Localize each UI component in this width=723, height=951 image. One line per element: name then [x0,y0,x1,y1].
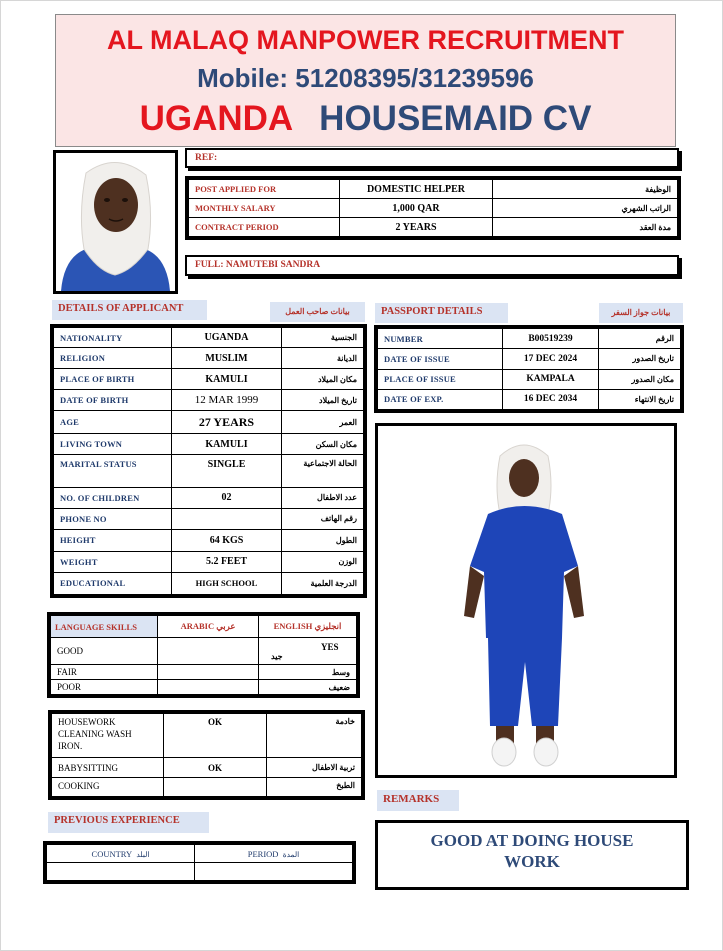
full-name: FULL: NAMUTEBI SANDRA [195,260,321,270]
table-row [54,529,364,551]
table-row [51,680,357,695]
skill-label-ar: تربية الاطفال [267,758,362,778]
field-value: KAMULI [172,434,282,455]
field-label: PLACE OF BIRTH [54,369,172,390]
job-label: POST APPLIED FOR [189,180,340,199]
job-label-ar: الراتب الشهري [493,199,678,218]
level-label: GOOD [51,638,158,665]
field-label-ar: الحالة الاجتماعية [282,455,364,487]
period-header-label: PERIOD [247,848,279,859]
field-label: DATE OF BIRTH [54,390,172,411]
table-row [54,348,364,369]
arabic-level [158,680,259,695]
table-row [54,551,364,572]
applicant-table [50,324,367,598]
level-label: POOR [51,680,158,695]
field-label-ar: تاريخ الصدور [599,349,681,369]
language-section-title: LANGUAGE SKILLS [51,616,158,638]
field-label: EDUCATIONAL [54,572,172,594]
skills-table [48,710,365,800]
field-value: KAMPALA [503,369,599,389]
field-value: 17 DEC 2024 [503,349,599,369]
job-row-salary [189,199,678,218]
field-label-ar: الجنسية [282,328,364,348]
portrait-figure-icon [56,153,175,291]
field-label-ar: العمر [282,411,364,434]
arabic-level [158,665,259,680]
skill-label: HOUSEWORK CLEANING WASH IRON. [52,714,164,758]
language-table [47,612,360,698]
field-value: HIGH SCHOOL [172,572,282,594]
field-label: DATE OF ISSUE [378,349,503,369]
job-table [185,176,681,240]
english-level: YES [321,641,339,652]
housemaid-cv-title: HOUSEMAID CV [319,99,592,138]
field-label-ar: الدرجة العلمية [282,572,364,594]
table-row [378,389,681,409]
table-row [54,572,364,594]
table-row [51,638,357,665]
field-label-ar: رقم الهاتف [282,508,364,529]
country-cell [47,863,195,881]
field-label-ar: الديانة [282,348,364,369]
job-label-ar: الوظيفة [493,180,678,199]
field-value: 64 KGS [172,529,282,551]
job-row-post [189,180,678,199]
arabic-level [158,638,259,665]
field-value: MUSLIM [172,348,282,369]
table-row [54,328,364,348]
ref-label: REF: [195,153,218,163]
arabic-column-header: ARABIC عربي [158,616,259,638]
field-label-ar: تاريخ الميلاد [282,390,364,411]
country-column-header [47,845,195,863]
job-label-ar: مدة العقد [493,218,678,237]
portrait-photo [53,150,178,294]
field-label: PLACE OF ISSUE [378,369,503,389]
field-value: SINGLE [172,455,282,487]
agency-name: AL MALAQ MANPOWER RECRUITMENT [107,25,624,55]
field-label: RELIGION [54,348,172,369]
full-body-figure-icon [378,426,674,775]
experience-table [43,841,356,884]
table-row [52,714,362,758]
field-label-ar: مكان الصدور [599,369,681,389]
cv-title [56,99,675,139]
full-body-photo [375,423,677,778]
field-label-ar: الطول [282,529,364,551]
field-value [172,508,282,529]
level-label-ar: جيد [271,651,283,661]
field-label: NUMBER [378,329,503,349]
table-row [54,487,364,508]
passport-table [374,325,684,413]
table-row [47,863,353,881]
table-row [54,508,364,529]
job-label: MONTHLY SALARY [189,199,340,218]
job-value: DOMESTIC HELPER [340,180,493,199]
table-row [378,349,681,369]
level-label: FAIR [51,665,158,680]
remarks-section-title: REMARKS [377,790,459,811]
field-label-ar: عدد الاطفال [282,487,364,508]
field-value: 12 MAR 1999 [172,390,282,411]
skill-label: COOKING [52,778,164,797]
job-row-contract [189,218,678,237]
table-row [54,455,364,487]
skill-value: OK [164,758,267,778]
period-cell [195,863,353,881]
level-label-ar: وسط [259,665,357,680]
field-label: LIVING TOWN [54,434,172,455]
skill-value [164,778,267,797]
country-header-label-ar: البلد [136,849,150,859]
field-label: MARITAL STATUS [54,455,172,487]
table-row [54,434,364,455]
field-label: AGE [54,411,172,434]
field-label-ar: الوزن [282,551,364,572]
skill-label-ar: خادمة [267,714,362,758]
field-label: NO. OF CHILDREN [54,487,172,508]
field-label-ar: مكان السكن [282,434,364,455]
period-column-header [195,845,353,863]
english-cell [259,638,357,665]
table-row [51,665,357,680]
field-label: DATE OF EXP. [378,389,503,409]
country-header-label: COUNTRY [91,848,133,859]
skill-label-ar: الطبخ [267,778,362,797]
applicant-section-title: DETAILS OF APPLICANT [52,300,207,320]
ref-bar [185,148,679,168]
field-value: 02 [172,487,282,508]
field-value: 16 DEC 2034 [503,389,599,409]
field-label-ar: تاريخ الانتهاء [599,389,681,409]
agency-mobile: Mobile: 51208395/31239596 [197,63,534,93]
cv-header [55,14,676,147]
field-label-ar: الرقم [599,329,681,349]
passport-section-title: PASSPORT DETAILS [375,303,508,323]
field-label: NATIONALITY [54,328,172,348]
country-title: UGANDA [139,99,294,138]
table-row [52,778,362,797]
field-value: B00519239 [503,329,599,349]
table-row [378,369,681,389]
field-value: 27 YEARS [172,411,282,434]
job-value: 2 YEARS [340,218,493,237]
field-label: HEIGHT [54,529,172,551]
field-value: UGANDA [172,328,282,348]
table-row [54,369,364,390]
table-row [54,390,364,411]
field-label: WEIGHT [54,551,172,572]
table-row [54,411,364,434]
skill-value: OK [164,714,267,758]
field-value: KAMULI [172,369,282,390]
full-name-bar [185,255,679,276]
period-header-label-ar: المدة [282,849,300,859]
field-label: PHONE NO [54,508,172,529]
applicant-section-title-ar: بيانات صاحب العمل [270,302,365,322]
field-label-ar: مكان الميلاد [282,369,364,390]
job-value: 1,000 QAR [340,199,493,218]
skill-label: BABYSITTING [52,758,164,778]
job-label: CONTRACT PERIOD [189,218,340,237]
table-row [378,329,681,349]
level-label-ar: ضعيف [259,680,357,695]
table-row [52,758,362,778]
field-value: 5.2 FEET [172,551,282,572]
language-header-row [51,616,357,638]
experience-section-title: PREVIOUS EXPERIENCE [48,812,209,833]
english-column-header: ENGLISH انجليزي [259,616,357,638]
remarks-text: GOOD AT DOING HOUSE WORK [430,831,634,871]
experience-header-row [47,845,353,863]
remarks-box [375,820,689,890]
passport-section-title-ar: بيانات جواز السفر [599,303,683,323]
